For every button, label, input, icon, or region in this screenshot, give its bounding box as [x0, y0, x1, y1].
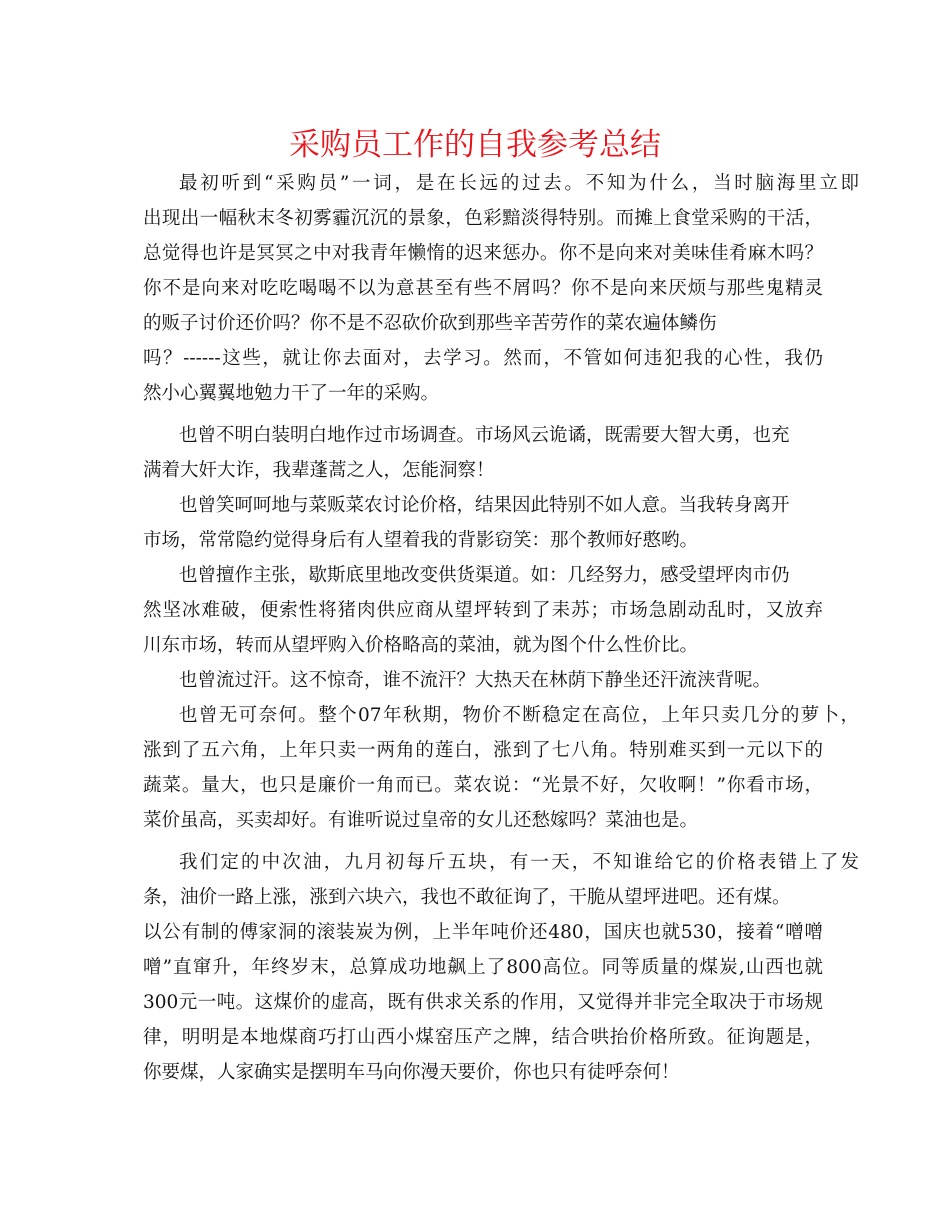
body-line: 涨到了五六角，上年只卖一两角的莲白，涨到了七八角。特别难买到一元以下的 [143, 740, 823, 761]
body-line: 然小心翼翼地勉力干了一年的采购。 [143, 383, 440, 404]
body-line: 川东市场，转而从望坪购入价格略高的菜油，就为图个什么性价比。 [143, 635, 699, 656]
body-line: 也曾无可奈何。整个07年秋期，物价不断稳定在高位，上年只卖几分的萝卜， [179, 705, 859, 726]
body-line: 吗？------这些，就让你去面对，去学习。然而，不管如何违犯我的心性，我仍 [143, 348, 823, 369]
body-line: 你不是向来对吃吃喝喝不以为意甚至有些不屑吗？你不是向来厌烦与那些鬼精灵 [143, 278, 823, 299]
body-line: 噌”直窜升，年终岁末，总算成功地飙上了800高位。同等质量的煤炭,山西也就 [143, 957, 823, 978]
body-line: 然坚冰难破，便索性将猪肉供应商从望坪转到了耒苏；市场急剧动乱时，又放弃 [143, 600, 823, 621]
body-line: 蔬菜。量大，也只是廉价一角而已。菜农说：“光景不好，欠收啊！”你看市场， [143, 775, 823, 796]
body-line: 我们定的中次油，九月初每斤五块，有一天，不知谁给它的价格表错上了发 [179, 852, 859, 873]
body-line: 也曾笑呵呵地与菜贩菜农讨论价格，结果因此特别不如人意。当我转身离开 [179, 495, 790, 516]
body-line: 出现出一幅秋末冬初雾霾沉沉的景象，色彩黯淡得特别。而摊上食堂采购的干活， [143, 208, 823, 229]
body-line: 满着大奸大诈，我辈蓬蒿之人，怎能洞察！ [143, 460, 495, 481]
body-line: 也曾擅作主张，歇斯底里地改变供货渠道。如：几经努力，感受望坪肉市仍 [179, 565, 790, 586]
body-line: 条，油价一路上涨，涨到六块六，我也不敢征询了，干脆从望坪进吧。还有煤。 [143, 887, 791, 908]
body-line: 的贩子讨价还价吗？你不是不忍砍价砍到那些辛苦劳作的菜农遍体鳞伤 [143, 313, 717, 334]
body-line: 300元一吨。这煤价的虚高，既有供求关系的作用，又觉得并非完全取决于市场规 [143, 992, 823, 1013]
body-line: 也曾不明白装明白地作过市场调查。市场风云诡谲，既需要大智大勇，也充 [179, 425, 790, 446]
document-title: 采购员工作的自我参考总结 [289, 127, 661, 163]
body-line: 总觉得也许是冥冥之中对我青年懒惰的迟来惩办。你不是向来对美味佳肴麻木吗？ [143, 243, 823, 264]
body-line: 菜价虽高，买卖却好。有谁听说过皇帝的女儿还愁嫁吗？菜油也是。 [143, 810, 699, 831]
body-line: 市场，常常隐约觉得身后有人望着我的背影窃笑：那个教师好憨哟。 [143, 530, 699, 551]
body-line: 最初听到“采购员”一词，是在长远的过去。不知为什么，当时脑海里立即 [179, 173, 859, 194]
body-line: 也曾流过汗。这不惊奇，谁不流汗？大热天在林荫下静坐还汗流浃背呢。 [179, 670, 772, 691]
body-line: 以公有制的傅家洞的滚装炭为例，上半年吨价还480，国庆也就530，接着“噌噌 [143, 922, 823, 943]
body-line: 律，明明是本地煤商巧打山西小煤窑压产之牌，结合哄抬价格所致。征询题是， [143, 1027, 823, 1048]
body-line: 你要煤，人家确实是摆明车马向你漫天要价，你也只有徒呼奈何！ [143, 1062, 680, 1083]
